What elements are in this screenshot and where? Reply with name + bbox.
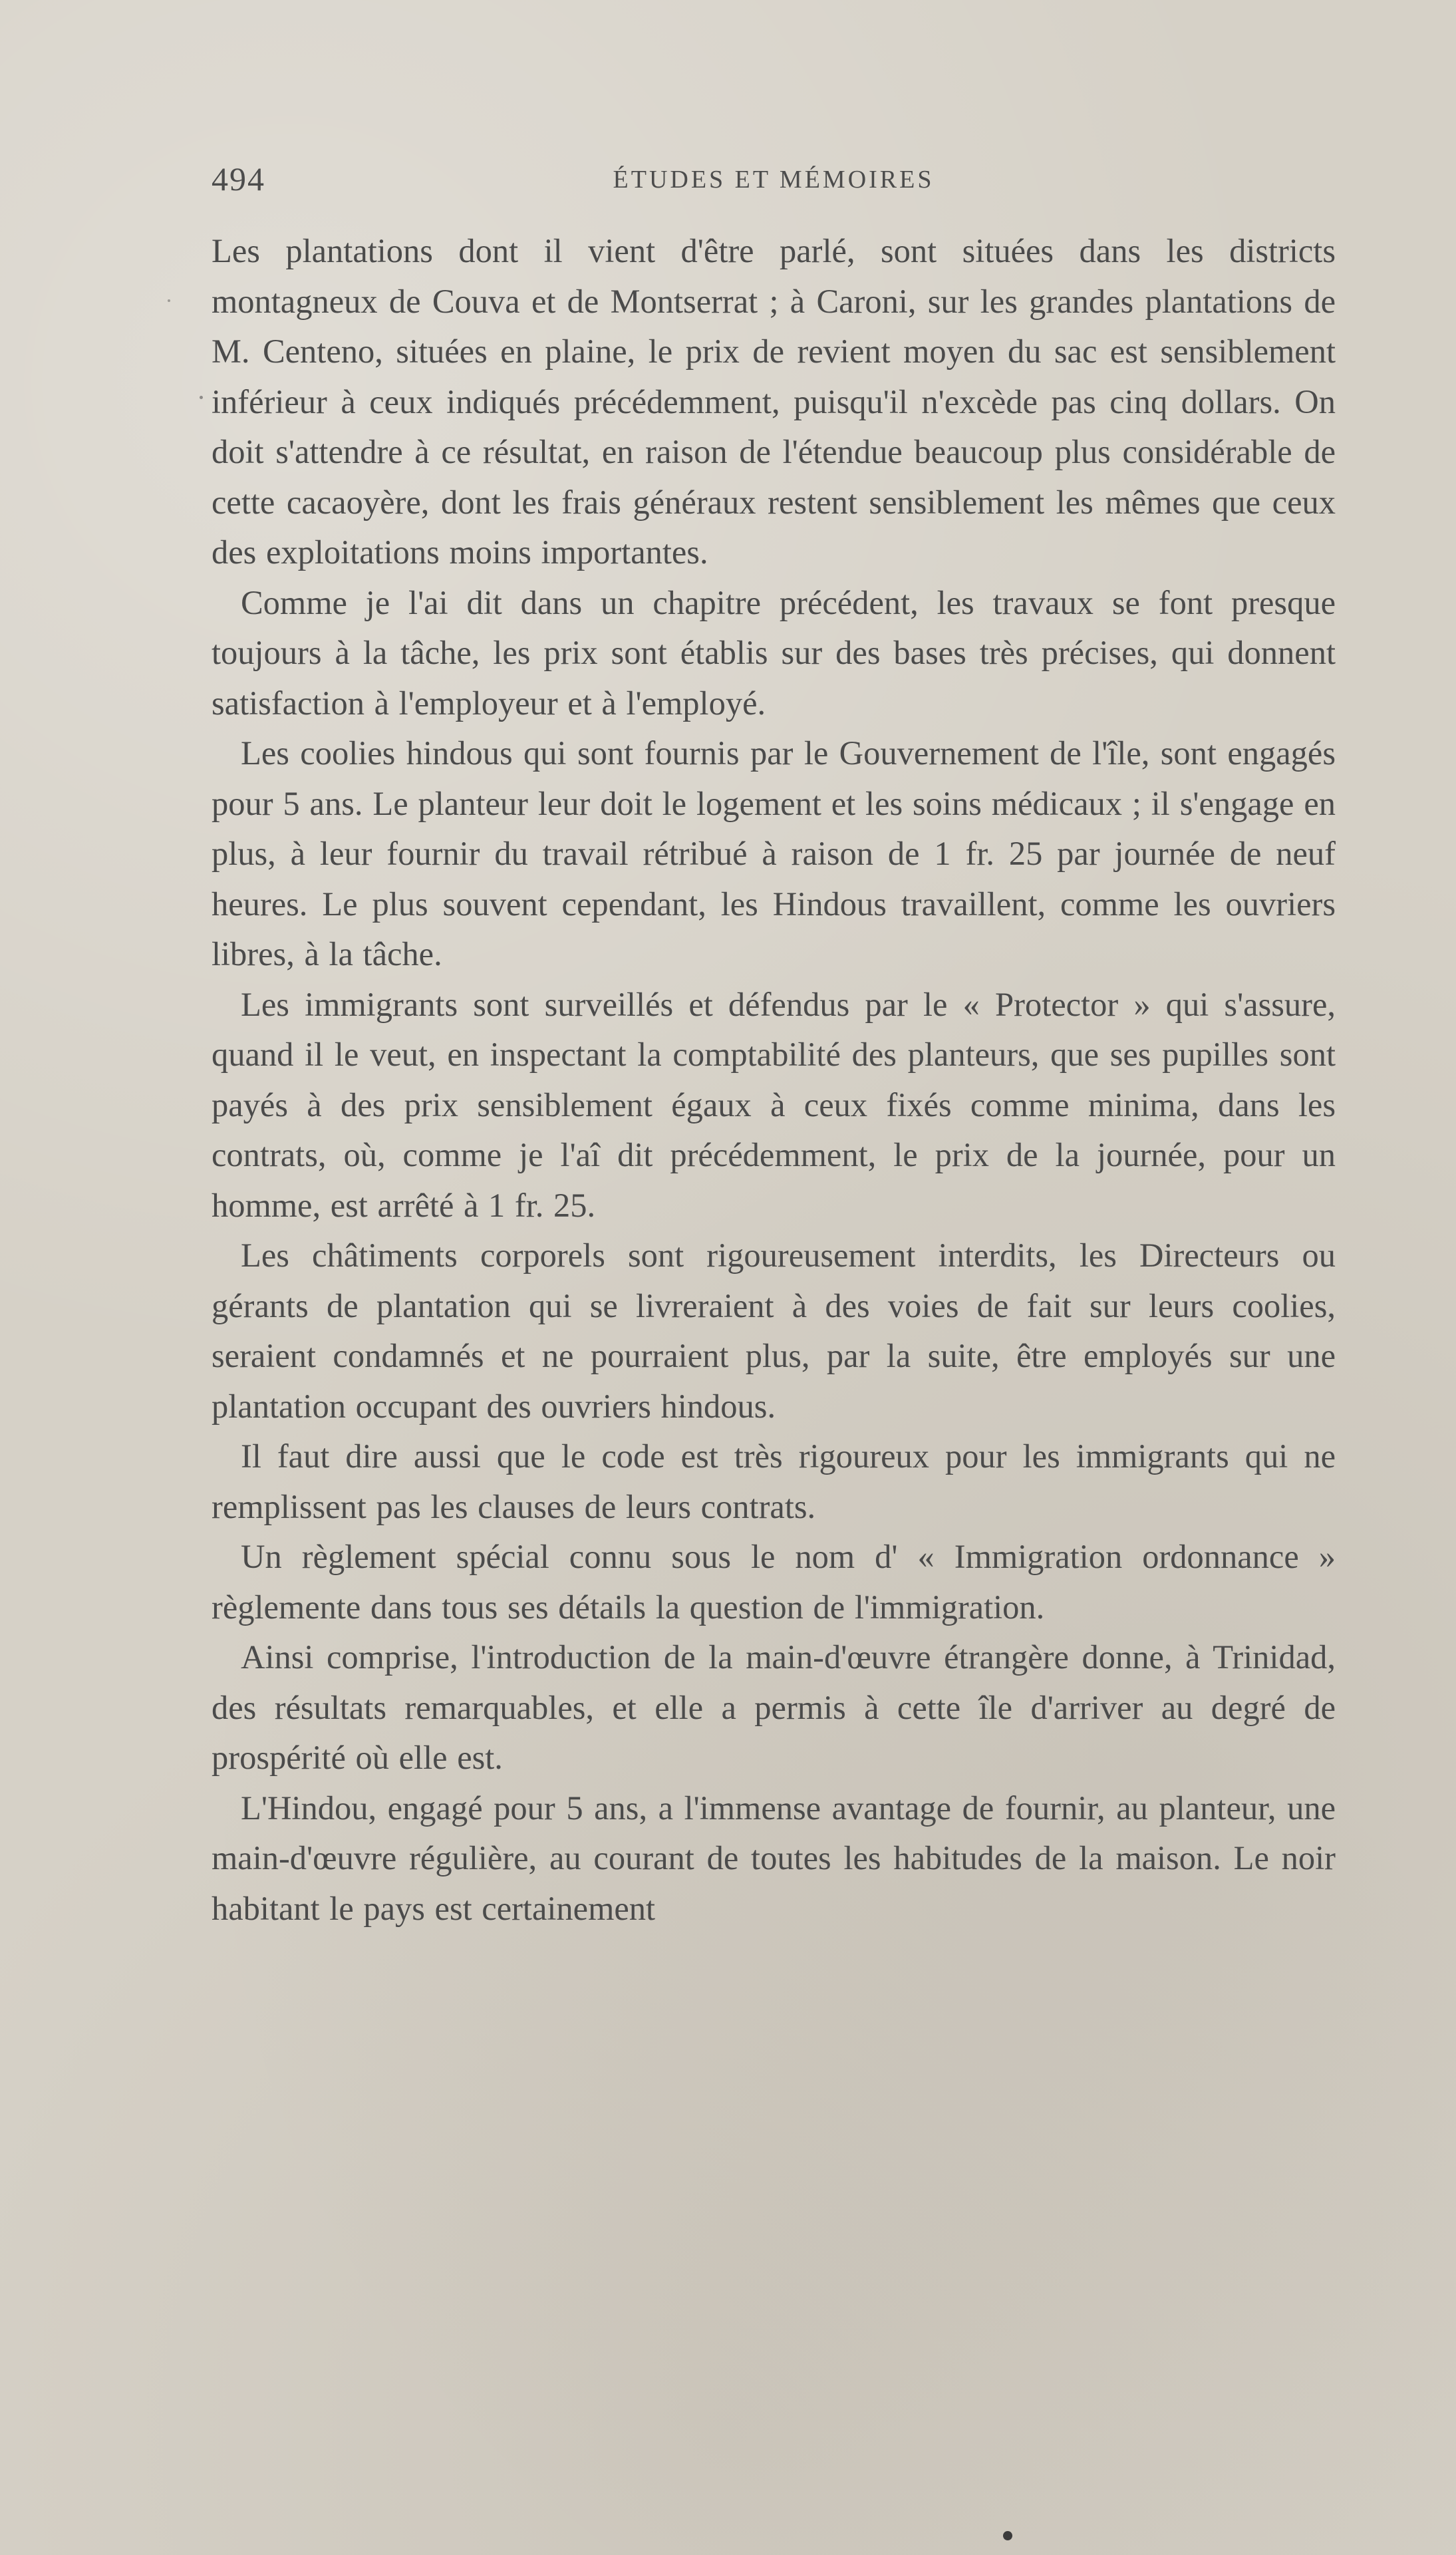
- page-number: 494: [212, 160, 265, 198]
- paragraph: Il faut dire aussi que le code est très rigoureux pour les immigrants qui ne remplissent pas les clauses de leurs contrats.: [212, 1437, 1336, 1525]
- running-head: ÉTUDES ET MÉMOIRES: [613, 166, 935, 194]
- paragraph: Un règlement spécial connu sous le nom d' « Immigration ordonnance » règlemente dans tous ses détails la question de l'immigration.: [212, 1538, 1336, 1626]
- paragraph: L'Hindou, engagé pour 5 ans, a l'immense avantage de fournir, au planteur, une main-d'œuvre régulière, au courant de toutes les habitudes de la maison. Le noir habitant le pays est certainement: [212, 1789, 1336, 1927]
- ink-speck: [1003, 2531, 1012, 2540]
- paragraph: Comme je l'ai dit dans un chapitre précédent, les travaux se font presque toujours à la tâche, les prix sont établis sur des bases très précises, qui donnent satisfaction à l'employeur et à l'employé.: [212, 583, 1336, 722]
- paragraph: Les plantations dont il vient d'être parlé, sont situées dans les districts montagneux de Couva et de Montserrat ; à Caroni, sur les grandes plantations de M. Centeno, situées en plaine, le prix de revient moyen du sac est sensiblement inférieur à ceux indiqués précédemment, puisqu'il n'excède pas cinq dollars. On doit s'attendre à ce résultat, en raison de l'étendue beaucoup plus considérable de cette cacaoyère, dont les frais généraux restent sensiblement les mêmes que ceux des exploitations moins importantes.: [212, 232, 1336, 571]
- ink-speck: [168, 299, 170, 302]
- paragraph: Les coolies hindous qui sont fournis par le Gouvernement de l'île, sont engagés pour 5 ans. Le planteur leur doit le logement et les soins médicaux ; il s'engage en plus, à leur fournir du travail rétribué à raison de 1 fr. 25 par journée de neuf heures. Le plus souvent cependant, les Hindous travaillent, comme les ouvriers libres, à la tâche.: [212, 734, 1336, 973]
- body-text: [212, 226, 1336, 1934]
- page-header: [212, 160, 1336, 200]
- paragraph: Les châtiments corporels sont rigoureusement interdits, les Directeurs ou gérants de plantation qui se livreraient à des voies de fait sur leurs coolies, seraient condamnés et ne pourraient plus, par la suite, être employés sur une plantation occupant des ouvriers hindous.: [212, 1237, 1336, 1425]
- paragraph: Ainsi comprise, l'introduction de la main-d'œuvre étrangère donne, à Trinidad, des résultats remarquables, et elle a permis à cette île d'arriver au degré de prospérité où elle est.: [212, 1638, 1336, 1776]
- paragraph: Les immigrants sont surveillés et défendus par le « Protector » qui s'assure, quand il le veut, en inspectant la comptabilité des planteurs, que ses pupilles sont payés à des prix sensiblement égaux à ceux fixés comme minima, dans les contrats, où, comme je l'aî dit précédemment, le prix de la journée, pour un homme, est arrêté à 1 fr. 25.: [212, 985, 1336, 1224]
- ink-speck: [200, 396, 203, 399]
